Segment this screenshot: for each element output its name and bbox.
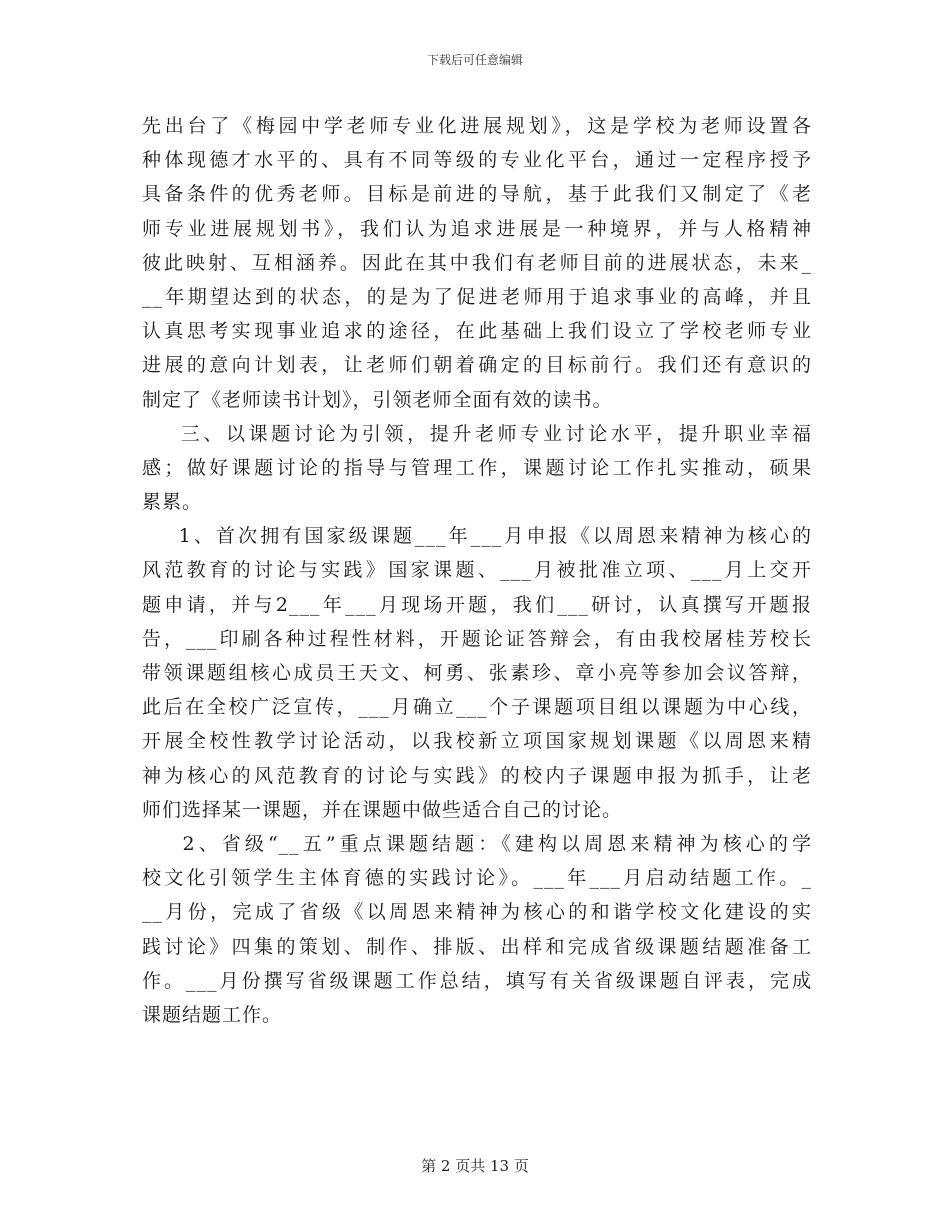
body-line: 师们选择某一课题，并在课题中做些适合自己的讨论。 [142, 798, 623, 821]
body-line: 校文化引领学生主体育德的实践讨论》。___年___月启动结题工作。_ [142, 867, 812, 890]
body-line: 彼此映射、互相涵养。因此在其中我们有老师目前的进展状态，未来_ [142, 251, 812, 274]
page-header: 下载后可任意编辑 [426, 53, 523, 67]
body-line: 此后在全校广泛宣传，___月确立___个子课题项目组以课题为中心线， [142, 696, 812, 719]
body-line: 课题结题工作。 [142, 1003, 283, 1026]
body-line: 师专业进展规划书》，我们认为追求进展是一种境界，并与人格精神 [142, 217, 812, 240]
body-line: 感；做好课题讨论的指导与管理工作，课题讨论工作扎实推动，硕果 [142, 456, 812, 479]
body-line: 认真思考实现事业追求的途径，在此基础上我们设立了学校老师专业 [142, 320, 812, 343]
body-line: 制定了《老师读书计划》，引领老师全面有效的读书。 [142, 388, 613, 411]
body-line: 践讨论》四集的策划、制作、排版、出样和完成省级课题结题准备工 [142, 935, 812, 958]
list-item-line: 1、首次拥有国家级课题___年___月申报《以周恩来精神为核心的 [142, 525, 812, 548]
body-line: 进展的意向计划表，让老师们朝着确定的目标前行。我们还有意识的 [142, 354, 812, 377]
list-item-line: 2、省级“__五”重点课题结题：《建构以周恩来精神为核心的学 [142, 832, 812, 855]
body-line: __年期望达到的状态，的是为了促进老师用于追求事业的高峰，并且 [142, 285, 812, 308]
document-body [142, 109, 812, 1032]
body-line: 题申请，并与2___年___月现场开题，我们___研讨，认真撰写开题报 [142, 593, 812, 616]
body-line: 具备条件的优秀老师。目标是前进的导航，基于此我们又制定了《老 [142, 183, 812, 206]
body-line: 累累。 [142, 491, 203, 514]
body-line: 作。___月份撰写省级课题工作总结，填写有关省级课题自评表，完成 [142, 969, 812, 992]
body-line: 带领课题组核心成员王天文、柯勇、张素珍、章小亮等参加会议答辩， [142, 662, 812, 684]
body-line: 告，___印刷各种过程性材料，开题论证答辩会，有由我校屠桂芳校长 [142, 627, 812, 650]
body-line: 开展全校性教学讨论活动，以我校新立项国家规划课题《以周恩来精 [142, 730, 812, 753]
body-line: 神为核心的风范教育的讨论与实践》的校内子课题申报为抓手，让老 [142, 764, 812, 787]
body-line: 先出台了《梅园中学老师专业化进展规划》，这是学校为老师设置各 [142, 115, 812, 137]
page-footer: 第 2 页共 13 页 [421, 1157, 529, 1175]
body-line: 风范教育的讨论与实践》国家课题、___月被批准立项、___月上交开 [142, 559, 812, 582]
body-line: __月份，完成了省级《以周恩来精神为核心的和谐学校文化建设的实 [142, 901, 812, 924]
section-heading-line: 三、以课题讨论为引领，提升老师专业讨论水平，提升职业幸福 [142, 422, 812, 445]
body-line: 种体现德才水平的、具有不同等级的专业化平台，通过一定程序授予 [142, 149, 812, 172]
